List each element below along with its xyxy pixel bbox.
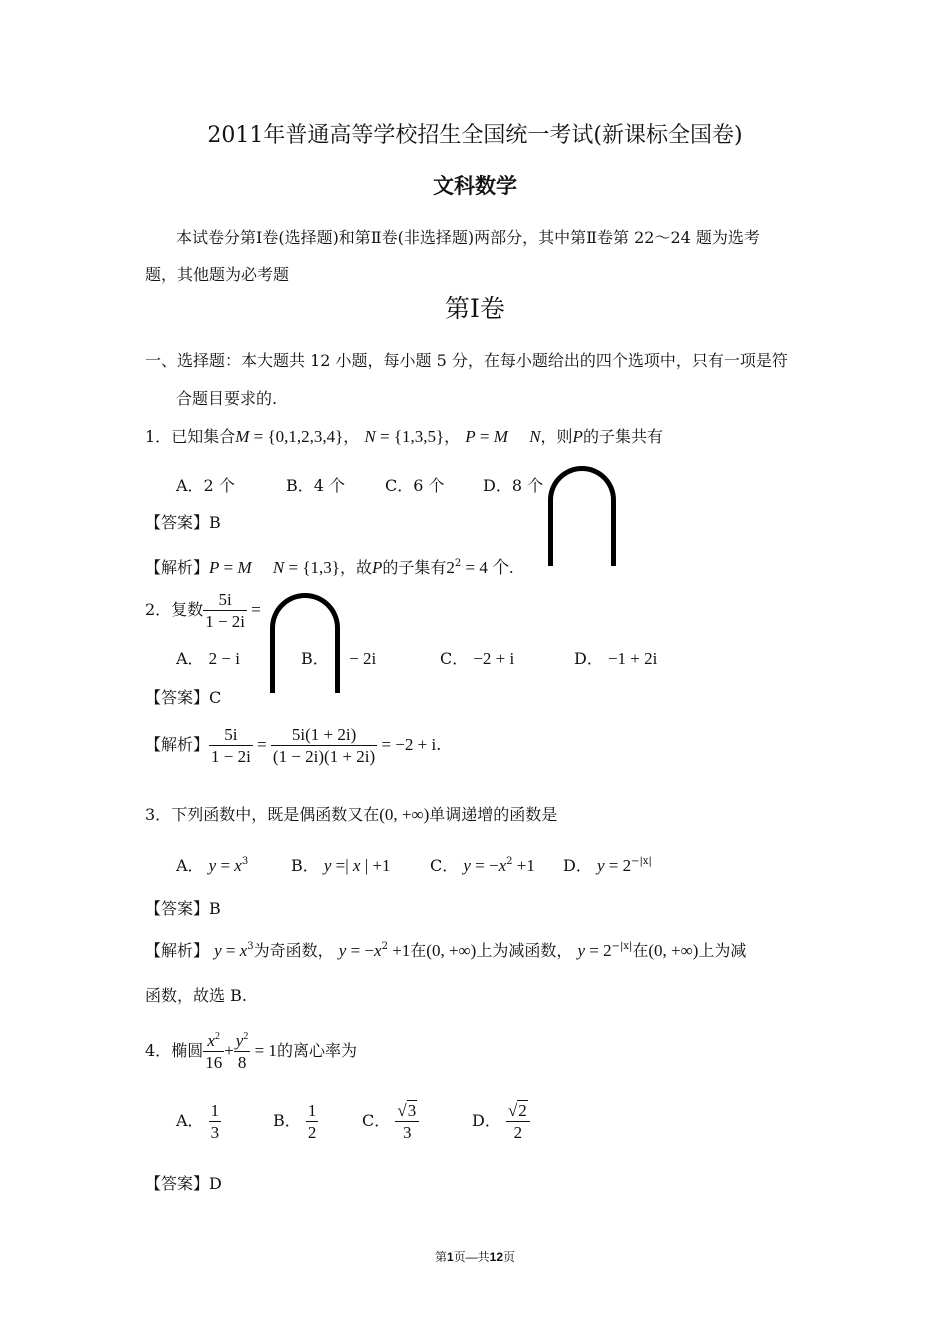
fraction: $\frac{5i(1 + 2i)}{(1 - 2i)(1 + 2i)}$: [272, 725, 376, 766]
analysis-3-cont: 函数，故选 B.: [145, 986, 247, 1005]
answer-label: 【答案】: [145, 1174, 210, 1193]
option-d: D． −1 + 2i: [574, 649, 658, 668]
option-c: C． −2 + i: [440, 649, 515, 668]
option-c: C．6 个: [385, 476, 445, 495]
question-number: 3．: [145, 805, 172, 824]
math-expr: = 4 个.: [461, 558, 514, 577]
question-number: 2．: [145, 600, 172, 619]
answer-2: [145, 685, 221, 708]
math-expr: =: [475, 427, 494, 446]
analysis-text: ，故: [339, 558, 372, 577]
math-expr: = {1,3,5}: [375, 427, 445, 446]
question-text: 下列函数中，既是偶函数又在: [171, 805, 380, 824]
fraction: $\frac{x^2}{16}$: [205, 1031, 223, 1072]
question-text: ，则: [540, 427, 573, 446]
option-b: B． y =| x | +1: [291, 856, 391, 875]
fraction: $\frac{y^2}{8}$: [235, 1031, 249, 1072]
analysis-2: 【解析】 $\frac{5i}{1 - 2i}$ = $\frac{5i(1 + 2i)}{(1 - 2i)(1 + 2i)}$ = −2 + i.: [145, 725, 442, 766]
option-d: D． $\frac{√2}{2}$: [472, 1100, 530, 1143]
math-var: N: [529, 427, 541, 446]
option-a: A． $\frac{1}{3}$: [176, 1101, 220, 1142]
math-var: M: [235, 427, 250, 446]
math-expr: = {1,3}: [284, 558, 340, 577]
section-instructions: 一、选择题：本大题共 12 小题，每小题 5 分，在每小题给出的四个选项中，只有一项是符: [145, 351, 788, 370]
answer-value: C: [209, 688, 222, 707]
answer-value: B: [209, 899, 221, 918]
answer-value: B: [209, 513, 221, 532]
question-4: 4．椭圆 $\frac{x^2}{16}$ + $\frac{y^2}{8}$ = 1的离心率为: [145, 1031, 357, 1072]
document-title: 2011年普通高等学校招生全国统一考试(新课标全国卷): [207, 123, 743, 148]
option-c: C． $y = -x^2 +1$: [430, 856, 535, 875]
fraction: $\frac{5i}{1 - 2i}$: [205, 590, 246, 631]
math-var: M: [237, 558, 252, 577]
math-var: N: [364, 427, 376, 446]
question-text: 椭圆: [171, 1041, 204, 1060]
math-expr: =: [219, 558, 238, 577]
page-footer: 第1页—共12页: [434, 1250, 516, 1264]
math-var: P: [465, 427, 476, 446]
analysis-1: [145, 553, 513, 578]
option-c: C． $\frac{√3}{3}$: [362, 1100, 419, 1143]
question-1: [145, 424, 663, 447]
question-text: 单调递增的函数是: [429, 805, 558, 824]
intersection-symbol-large: [270, 593, 340, 693]
question-text: 的子集共有: [582, 427, 663, 446]
answer-label: 【答案】: [145, 688, 210, 707]
math-var: P: [209, 558, 220, 577]
part-heading: 第Ⅰ卷: [445, 294, 505, 323]
analysis-label: 【解析】: [145, 941, 210, 960]
math-exponent: 2: [454, 558, 462, 569]
math-var: P: [572, 427, 583, 446]
punct: ，: [444, 427, 461, 446]
math-var: M: [493, 427, 508, 446]
intro-text-cont: 题，其他题为必考题: [145, 265, 290, 284]
option-b: B． $\frac{1}{2}$: [273, 1101, 317, 1142]
option-b: B．4 个: [286, 476, 346, 495]
question-2: [145, 589, 261, 632]
analysis-3: 【解析】 $y = x^3$为奇函数， $y = -x^2 +1$在(0, +∞)上为减函数， $y = 2^{-|x|}$在(0, +∞)上为减: [145, 941, 747, 960]
fraction: $\frac{5i}{1 - 2i}$: [211, 725, 251, 766]
math-expr: (0, +∞): [379, 805, 430, 824]
math-expr: =: [247, 600, 261, 619]
intro-text: 本试卷分第Ⅰ卷(选择题)和第Ⅱ卷(非选择题)两部分，其中第Ⅱ卷第 22～24 题为选考: [176, 228, 760, 247]
punct: ，: [343, 427, 360, 446]
option-b: B． − 2i: [301, 649, 377, 668]
analysis-label: 【解析】: [145, 558, 210, 577]
math-var: N: [272, 558, 285, 577]
document-subtitle: 文科数学: [433, 173, 517, 198]
math-expr: = {0,1,2,3,4}: [249, 427, 344, 446]
answer-label: 【答案】: [145, 513, 210, 532]
option-d: D． $y = 2^{-|x|}$: [563, 856, 652, 875]
question-number: 4．: [145, 1041, 172, 1060]
question-text: 已知集合: [171, 427, 236, 446]
option-d: D．8 个: [483, 476, 544, 495]
answer-1: [145, 510, 221, 533]
math-expr: 2: [446, 558, 455, 577]
question-3: [145, 802, 557, 825]
answer-3: [145, 896, 221, 919]
option-a: A． $y = x^3$: [176, 856, 249, 875]
question-number: 1．: [145, 427, 172, 446]
section-instructions-cont: 合题目要求的.: [176, 389, 278, 408]
question-text: 的离心率为: [276, 1041, 357, 1060]
option-a: A． 2 − i: [176, 649, 240, 668]
answer-4: [145, 1171, 222, 1194]
option-a: A．2 个: [176, 476, 235, 495]
analysis-label: 【解析】: [145, 735, 210, 754]
analysis-text: 的子集有: [382, 558, 447, 577]
intersection-symbol-large: [548, 466, 616, 566]
question-text: 复数: [171, 600, 204, 619]
answer-label: 【答案】: [145, 899, 210, 918]
math-var: P: [371, 558, 383, 577]
answer-value: D: [209, 1174, 222, 1193]
